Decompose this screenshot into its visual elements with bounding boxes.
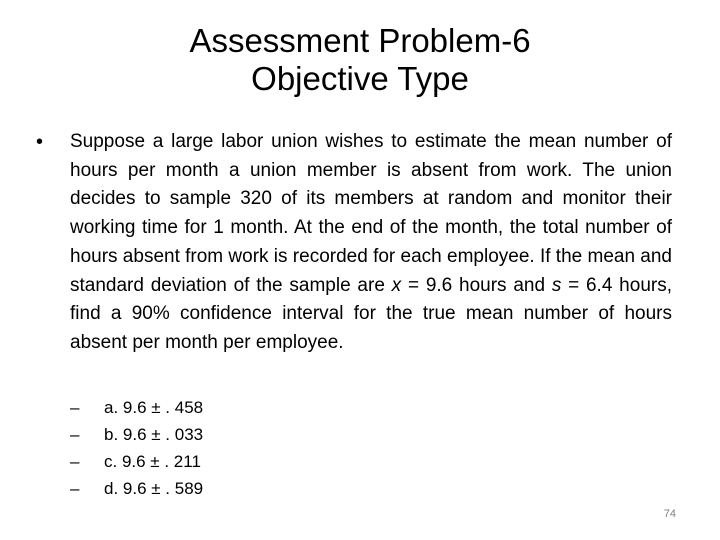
question-part-3: = 6.4 hours, find a 90% confidence interval for the true mean number of hours absent per month per employee. xyxy=(70,274,672,353)
option-a xyxy=(70,394,370,421)
slide-title xyxy=(0,22,720,98)
option-a-text: a. 9.6 ± . 458 xyxy=(104,398,204,417)
variable-x: x xyxy=(391,274,402,296)
option-c xyxy=(70,448,370,475)
title-line-2: Objective Type xyxy=(251,60,469,97)
question-bullet xyxy=(36,128,672,358)
option-b-text: b. 9.6 ± . 033 xyxy=(104,425,204,444)
option-b xyxy=(70,421,370,448)
question-part-1: Suppose a large labor union wishes to estimate the mean number of hours per month a union member is absent from work. The union decides to sample 320 of its members at random and monitor their working time for 1 month. At the end of the month, the total number of hours absent from work is recorded for each employee. If the mean and standard deviation of the sample are xyxy=(70,131,672,296)
bullet-icon: • xyxy=(36,131,44,153)
dash-icon: – xyxy=(70,452,80,471)
option-d-text: d. 9.6 ± . 589 xyxy=(104,479,204,498)
dash-icon: – xyxy=(70,479,80,498)
option-d xyxy=(70,475,370,502)
dash-icon: – xyxy=(70,425,80,444)
title-line-1: Assessment Problem-6 xyxy=(189,22,531,59)
dash-icon: – xyxy=(70,398,80,417)
question-text xyxy=(70,128,672,358)
answer-options xyxy=(70,394,370,502)
question-part-2: = 9.6 hours and xyxy=(401,274,552,296)
option-c-text: c. 9.6 ± . 211 xyxy=(104,452,201,471)
page-number: 74 xyxy=(663,508,676,520)
variable-s: s xyxy=(551,274,562,296)
